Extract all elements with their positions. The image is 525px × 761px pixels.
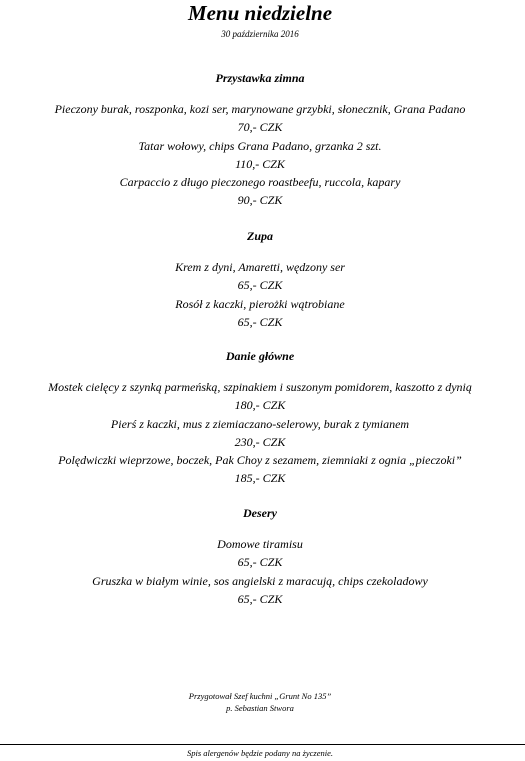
section-items bbox=[0, 100, 520, 210]
section-desserts bbox=[0, 505, 520, 608]
dish-price: 230,- CZK bbox=[234, 434, 286, 449]
chef-name: p. Sebastian Stwora bbox=[226, 703, 294, 713]
section-items bbox=[0, 378, 520, 488]
section-soup bbox=[0, 228, 520, 331]
dish-name: Mostek cielęcy z szynką parmeńską, szpinakiem i suszonym pomidorem, kaszotto z dynią bbox=[48, 380, 472, 394]
dish-name: Carpaccio z długo pieczonego roastbeefu, ruccola, kapary bbox=[119, 175, 401, 190]
dish-name: Polędwiczki wieprzowe, boczek, Pak Choy z sezamem, ziemniaki z ognia „pieczoki” bbox=[58, 453, 462, 468]
footer-divider bbox=[0, 744, 525, 745]
dish-name: Pierś z kaczki, mus z ziemiaczano-selerowy, burak z tymianem bbox=[110, 416, 410, 431]
section-cold-starter bbox=[0, 70, 520, 210]
dish-price: 65,- CZK bbox=[237, 591, 283, 606]
prepared-by: Przygotował Szef kuchni „Grunt No 135” bbox=[188, 691, 332, 701]
menu-date: 30 października 2016 bbox=[221, 29, 299, 39]
dish-name: Tatar wołowy, chips Grana Padano, grzanka 2 szt. bbox=[138, 138, 382, 153]
dish-price: 70,- CZK bbox=[237, 120, 283, 135]
dish-name: Gruszka w białym winie, sos angielski z maracują, chips czekoladowy bbox=[92, 573, 428, 588]
dish-price: 185,- CZK bbox=[234, 471, 286, 486]
section-title: Zupa bbox=[246, 229, 273, 243]
dish-price: 65,- CZK bbox=[237, 314, 283, 329]
section-title: Desery bbox=[243, 506, 277, 520]
dish-price: 110,- CZK bbox=[235, 156, 285, 171]
section-items bbox=[0, 258, 520, 331]
dish-name: Rosół z kaczki, pierożki wątrobiane bbox=[175, 296, 345, 311]
section-title: Przystawka zimna bbox=[215, 71, 305, 85]
dish-price: 65,- CZK bbox=[237, 278, 283, 293]
dish-price: 90,- CZK bbox=[237, 193, 283, 208]
section-title: Danie główne bbox=[225, 349, 295, 363]
chef-footer bbox=[0, 690, 520, 714]
section-items bbox=[0, 535, 520, 608]
dish-name: Krem z dyni, Amaretti, wędzony ser bbox=[175, 260, 345, 274]
section-main-course bbox=[0, 348, 520, 488]
dish-price: 65,- CZK bbox=[237, 555, 283, 570]
menu-title: Menu niedzielne bbox=[187, 1, 333, 25]
dish-name: Domowe tiramisu bbox=[217, 537, 303, 551]
dish-name: Pieczony burak, roszponka, kozi ser, marynowane grzybki, słonecznik, Grana Padano bbox=[54, 102, 466, 116]
dish-price: 180,- CZK bbox=[234, 398, 286, 413]
allergens-note: Spis alergenów będzie podany na życzenie. bbox=[186, 748, 334, 758]
